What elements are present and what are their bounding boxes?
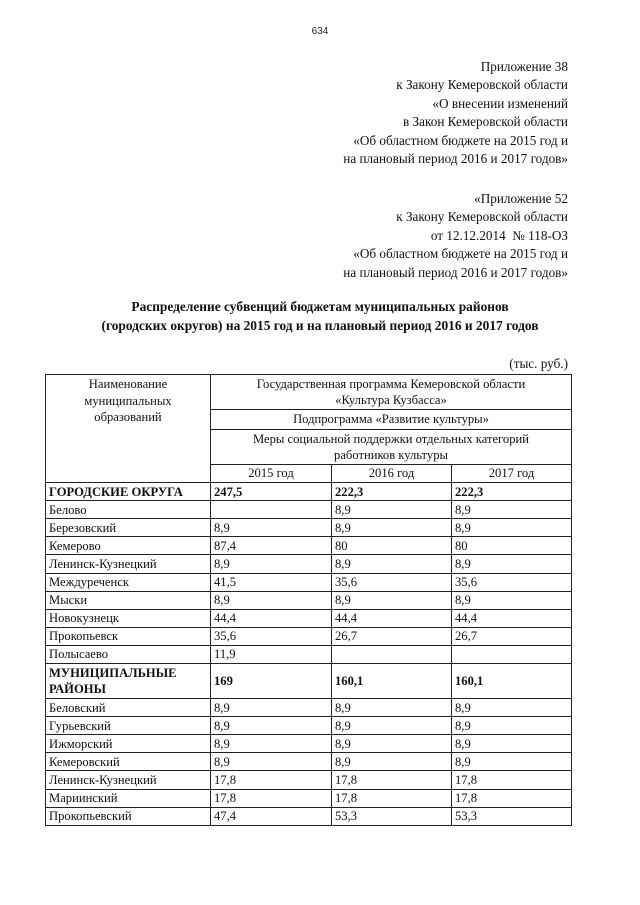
value-2017-cell: 17,8 [452, 771, 572, 789]
year-header: 2017 год [452, 465, 572, 483]
table-row [46, 501, 572, 519]
table-row [46, 573, 572, 591]
value-2015-cell: 8,9 [211, 717, 332, 735]
table-row [46, 645, 572, 663]
value-2017-cell: 8,9 [452, 735, 572, 753]
value-2016-cell: 44,4 [332, 609, 452, 627]
value-2016-cell: 160,1 [332, 664, 452, 699]
table-row [46, 789, 572, 807]
value-2017-cell: 53,3 [452, 807, 572, 825]
table-row [46, 717, 572, 735]
appendix-line: Приложение 38 [480, 59, 568, 74]
municipality-name-cell: Прокопьевск [46, 627, 211, 645]
municipality-name-cell: МУНИЦИПАЛЬНЫЕ РАЙОНЫ [46, 664, 211, 699]
municipality-name-cell: Мариинский [46, 789, 211, 807]
appendix-line: «О внесении изменений [432, 95, 568, 111]
table-row [46, 735, 572, 753]
value-2016-cell: 8,9 [332, 753, 452, 771]
value-2015-cell: 41,5 [211, 573, 332, 591]
title-line: (городских округов) на 2015 год и на плановый период 2016 и 2017 годов [101, 317, 539, 333]
value-2017-cell: 80 [452, 537, 572, 555]
value-2017-cell: 8,9 [452, 717, 572, 735]
value-2017-cell: 8,9 [452, 519, 572, 537]
value-2015-cell: 11,9 [211, 645, 332, 663]
table-row [46, 591, 572, 609]
municipality-name-cell: Ленинск-Кузнецкий [46, 555, 211, 573]
municipality-name-cell: Ленинск-Кузнецкий [46, 771, 211, 789]
value-2016-cell: 8,9 [332, 519, 452, 537]
municipality-name-cell: Гурьевский [46, 717, 211, 735]
appendix-line: «Об областном бюджете на 2015 год и [353, 246, 568, 262]
value-2017-cell: 35,6 [452, 573, 572, 591]
subprogram-header: Подпрограмма «Развитие культуры» [211, 410, 572, 430]
appendix-header-new [343, 58, 568, 168]
value-2016-cell: 8,9 [332, 555, 452, 573]
value-2015-cell: 8,9 [211, 753, 332, 771]
value-2017-cell: 8,9 [452, 699, 572, 717]
municipality-column-header: Наименование муниципальных образований [46, 375, 211, 483]
subventions-table [45, 374, 572, 826]
table-row [46, 609, 572, 627]
table-row [46, 753, 572, 771]
value-2016-cell: 17,8 [332, 789, 452, 807]
municipality-name-cell: Кемеровский [46, 753, 211, 771]
municipality-name-cell: Мыски [46, 591, 211, 609]
value-2017-cell: 44,4 [452, 609, 572, 627]
table-row [46, 807, 572, 825]
program-header: Государственная программа Кемеровской области «Культура Кузбасса» [211, 375, 572, 410]
municipality-name-cell: Ижморский [46, 735, 211, 753]
appendix-line: на плановый период 2016 и 2017 годов» [343, 264, 568, 280]
value-2015-cell: 47,4 [211, 807, 332, 825]
appendix-line: к Закону Кемеровской области [396, 77, 568, 93]
value-2016-cell: 80 [332, 537, 452, 555]
units-label: (тыс. руб.) [509, 356, 568, 371]
municipality-name-cell: Березовский [46, 519, 211, 537]
table-row [46, 519, 572, 537]
table-header-row [46, 375, 572, 410]
value-2017-cell: 8,9 [452, 501, 572, 519]
value-2017-cell: 160,1 [452, 664, 572, 699]
municipality-name-cell: Прокопьевский [46, 807, 211, 825]
municipality-name-cell: Кемерово [46, 537, 211, 555]
value-2015-cell: 8,9 [211, 735, 332, 753]
value-2016-cell: 53,3 [332, 807, 452, 825]
value-2017-cell: 17,8 [452, 789, 572, 807]
value-2017-cell: 8,9 [452, 555, 572, 573]
value-2015-cell [211, 501, 332, 519]
appendix-line: от 12.12.2014 № 118-ОЗ [430, 227, 568, 243]
year-header: 2016 год [332, 465, 452, 483]
value-2016-cell: 8,9 [332, 501, 452, 519]
value-2015-cell: 87,4 [211, 537, 332, 555]
year-header: 2015 год [211, 465, 332, 483]
table-row [46, 664, 572, 699]
measure-header: Меры социальной поддержки отдельных категорий работников культуры [211, 430, 572, 465]
value-2015-cell: 44,4 [211, 609, 332, 627]
page-number: 634 [311, 26, 329, 37]
municipality-name-cell: Междуреченск [46, 573, 211, 591]
value-2016-cell: 8,9 [332, 591, 452, 609]
value-2016-cell: 17,8 [332, 771, 452, 789]
table-row [46, 483, 572, 501]
value-2015-cell: 247,5 [211, 483, 332, 501]
value-2016-cell: 8,9 [332, 735, 452, 753]
table-row [46, 771, 572, 789]
value-2016-cell [332, 645, 452, 663]
table-row [46, 699, 572, 717]
value-2017-cell [452, 645, 572, 663]
table-row [46, 555, 572, 573]
value-2015-cell: 169 [211, 664, 332, 699]
municipality-name-cell: ГОРОДСКИЕ ОКРУГА [46, 483, 211, 501]
appendix-line: к Закону Кемеровской области [396, 209, 568, 225]
municipality-name-cell: Полысаево [46, 645, 211, 663]
municipality-name-cell: Беловский [46, 699, 211, 717]
municipality-name-cell: Новокузнецк [46, 609, 211, 627]
value-2016-cell: 8,9 [332, 699, 452, 717]
appendix-line: в Закон Кемеровской области [403, 114, 568, 130]
appendix-line: на плановый период 2016 и 2017 годов» [343, 151, 568, 167]
title-line: Распределение субвенций бюджетам муниципальных районов [131, 299, 509, 314]
value-2015-cell: 35,6 [211, 627, 332, 645]
municipality-name-cell: Белово [46, 501, 211, 519]
value-2017-cell: 26,7 [452, 627, 572, 645]
value-2016-cell: 26,7 [332, 627, 452, 645]
value-2015-cell: 8,9 [211, 555, 332, 573]
value-2017-cell: 8,9 [452, 591, 572, 609]
value-2015-cell: 17,8 [211, 771, 332, 789]
document-title [0, 298, 640, 335]
value-2016-cell: 222,3 [332, 483, 452, 501]
value-2015-cell: 8,9 [211, 519, 332, 537]
value-2015-cell: 8,9 [211, 699, 332, 717]
appendix-line: «Приложение 52 [474, 191, 568, 206]
appendix-line: «Об областном бюджете на 2015 год и [353, 132, 568, 148]
value-2017-cell: 222,3 [452, 483, 572, 501]
value-2015-cell: 8,9 [211, 591, 332, 609]
value-2016-cell: 8,9 [332, 717, 452, 735]
table-row [46, 537, 572, 555]
appendix-header-original [343, 190, 568, 282]
value-2016-cell: 35,6 [332, 573, 452, 591]
value-2015-cell: 17,8 [211, 789, 332, 807]
table-row [46, 627, 572, 645]
value-2017-cell: 8,9 [452, 753, 572, 771]
